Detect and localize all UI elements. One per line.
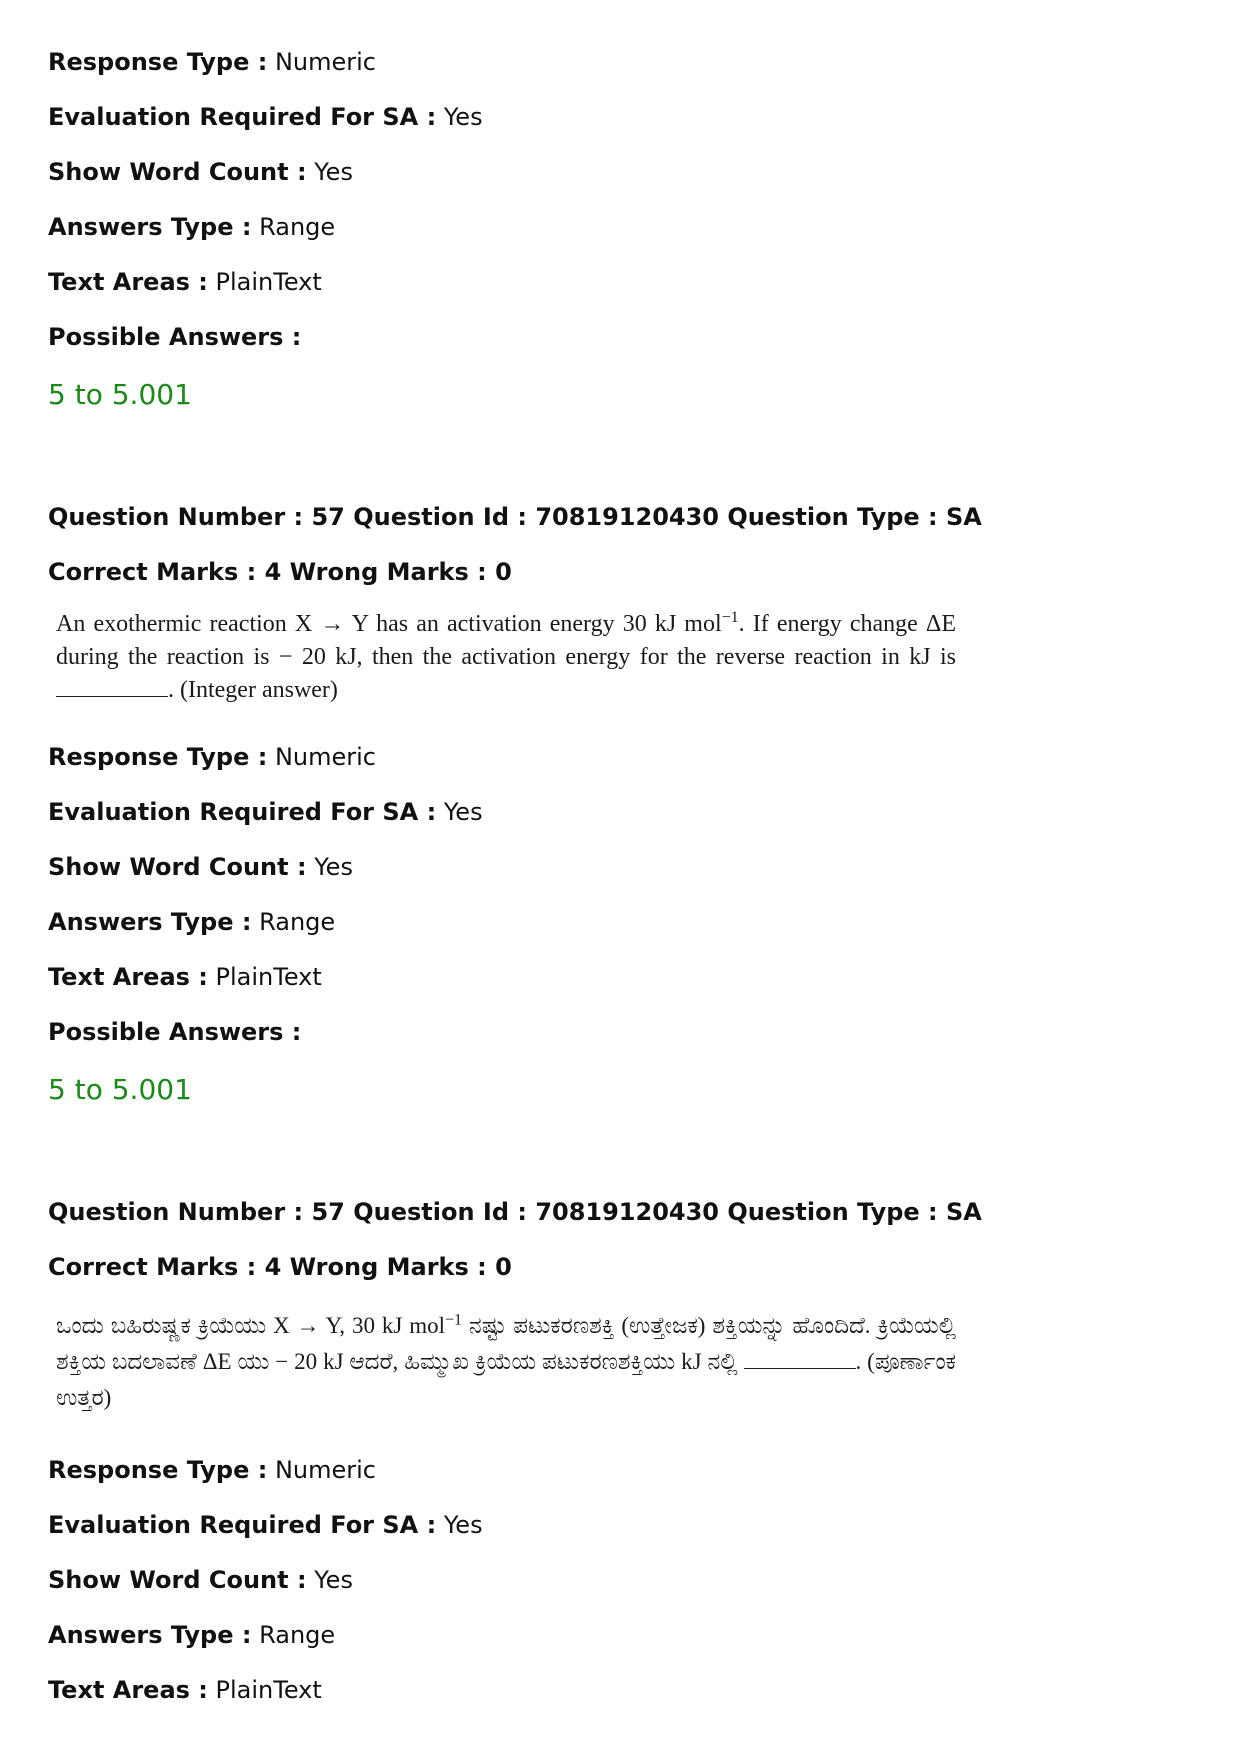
question-text-part: ಒಂದು ಬಹಿರುಷ್ಣಕ ಕ್ರಿಯೆಯು X → Y, 30 kJ mol [56,1313,445,1338]
possible-answers-label: Possible Answers : [48,323,302,351]
response-type-label: Response Type : [48,743,268,771]
text-areas-value: PlainText [215,963,322,991]
question-text-part: . If energy change ΔE during the reaction is − 20 kJ, then the activation energy for the reverse reaction in kJ is [56,611,957,670]
evaluation-label: Evaluation Required For SA : [48,103,437,131]
answer-blank [744,1350,856,1369]
word-count-label: Show Word Count : [48,158,307,186]
answers-type-value: Range [259,213,336,241]
text-areas-label: Text Areas : [48,268,208,296]
possible-answer-value: 5 to 5.001 [48,378,192,411]
possible-answer-value: 5 to 5.001 [48,1073,192,1106]
evaluation-row [48,1510,483,1540]
question-marks: Correct Marks : 4 Wrong Marks : 0 [48,558,512,586]
word-count-value: Yes [314,853,353,881]
response-type-value: Numeric [274,1456,376,1484]
answers-type-row [48,1620,335,1650]
response-type-value: Numeric [274,743,376,771]
question-header: Question Number : 57 Question Id : 70819120430 Question Type : SA [48,503,982,531]
word-count-value: Yes [314,158,353,186]
question-text-tail: . (Integer answer) [168,677,338,703]
evaluation-label: Evaluation Required For SA : [48,798,437,826]
evaluation-label: Evaluation Required For SA : [48,1511,437,1539]
possible-answers-row [48,1017,301,1047]
answers-type-label: Answers Type : [48,1621,252,1649]
text-areas-label: Text Areas : [48,963,208,991]
response-type-row [48,47,376,77]
evaluation-row [48,797,483,827]
text-areas-value: PlainText [215,268,322,296]
answers-type-value: Range [259,908,336,936]
question-text-superscript: −1 [721,609,739,626]
question-header: Question Number : 57 Question Id : 70819120430 Question Type : SA [48,1198,982,1226]
word-count-row [48,1565,353,1595]
question-text-part: An exothermic reaction X → Y has an activation energy 30 kJ mol [56,611,722,637]
possible-answers-row [48,322,301,352]
answer-blank [56,678,168,697]
response-type-label: Response Type : [48,1456,268,1484]
question-text-superscript: −1 [445,1311,463,1329]
word-count-label: Show Word Count : [48,853,307,881]
answers-type-row [48,212,335,242]
text-areas-value: PlainText [215,1676,322,1704]
word-count-value: Yes [314,1566,353,1594]
response-type-row [48,742,376,772]
question-text-tail: . (ಪೂರ್ಣಾಂಕ ಉತ್ತರ) [56,1349,957,1410]
answers-type-value: Range [259,1621,336,1649]
response-type-row [48,1455,376,1485]
text-areas-label: Text Areas : [48,1676,208,1704]
answers-type-label: Answers Type : [48,213,252,241]
evaluation-value: Yes [443,103,483,131]
text-areas-row [48,962,322,992]
word-count-row [48,157,353,187]
question-marks: Correct Marks : 4 Wrong Marks : 0 [48,1253,512,1281]
question-text-part: ನಷ್ಟು ಪಟುಕರಣಶಕ್ತಿ (ಉತ್ತೇಜಕ) ಶಕ್ತಿಯನ್ನು ಹೊಂದಿದೆ. ಕ್ರಿಯೆಯಲ್ಲಿ ಶಕ್ತಿಯ ಬದಲಾವಣೆ ΔE ಯು − 20 kJ ಆದರೆ, ಹಿಮ್ಮುಖ ಕ್ರಿಯೆಯ ಪಟುಕರಣಶಕ್ತಿಯು kJ ನಲ್ಲಿ [56,1313,957,1374]
answers-type-label: Answers Type : [48,908,252,936]
response-type-value: Numeric [274,48,376,76]
text-areas-row [48,267,322,297]
possible-answers-label: Possible Answers : [48,1018,302,1046]
question-text-english [56,608,956,707]
word-count-row [48,852,353,882]
evaluation-value: Yes [443,798,483,826]
answers-type-row [48,907,335,937]
text-areas-row [48,1675,322,1705]
response-type-label: Response Type : [48,48,268,76]
evaluation-value: Yes [443,1511,483,1539]
word-count-label: Show Word Count : [48,1566,307,1594]
evaluation-row [48,102,483,132]
question-text-kannada [56,1308,956,1416]
